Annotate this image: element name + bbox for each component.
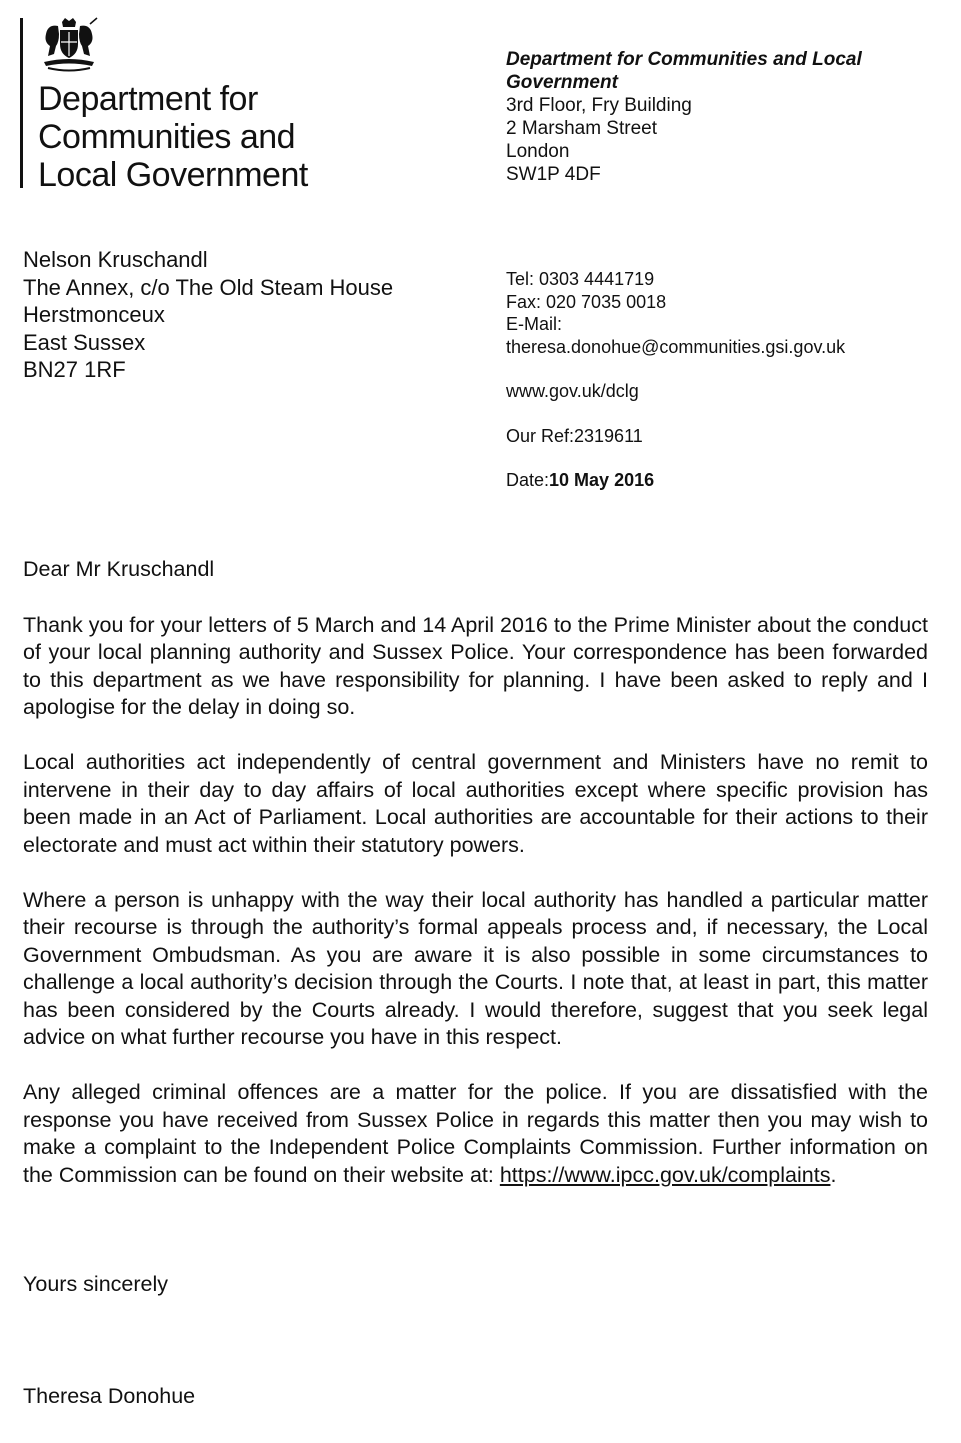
- logo-rule: [20, 18, 23, 188]
- body-paragraph: Thank you for your letters of 5 March and 14 April 2016 to the Prime Minister about the conduct of your local planning authority and Sussex Police. Your correspondence has been forwarded to this department as we have responsibility for planning. I have been asked to reply and I apologise for the delay in doing so.: [23, 612, 928, 719]
- ipcc-complaints-link[interactable]: https://www.ipcc.gov.uk/complaints: [499, 1162, 831, 1187]
- email-label: E-Mail:: [506, 314, 563, 334]
- recipient-line: East Sussex: [23, 329, 146, 355]
- sender-org-line: Government: [506, 72, 618, 93]
- date-label: Date:: [506, 470, 550, 490]
- date-value: 10 May 2016: [549, 470, 655, 490]
- recipient-line: Nelson Kruschandl: [23, 247, 208, 272]
- sender-org-line: Department for Communities and Local: [506, 49, 862, 70]
- closing: Yours sincerely: [23, 1272, 168, 1296]
- salutation: Dear Mr Kruschandl: [23, 557, 215, 581]
- body-paragraph: Where a person is unhappy with the way their local authority has handled a particular matter their recourse is through the authority’s formal appeals process and, if necessary, the Local Government Ombudsman. As you are aware it is also possible in some circumstances to challenge a local authority’s decision through the Courts. I note that, at least in part, this matter has been considered by the Courts already. I would therefore, suggest that you seek legal advice on what further recourse you have in this respect.: [23, 887, 928, 1049]
- sender-address-line: London: [506, 141, 570, 162]
- sender-address: [506, 48, 862, 186]
- link-suffix: .: [830, 1162, 837, 1187]
- contact-details: [506, 268, 845, 492]
- sender-address-line: 2 Marsham Street: [506, 118, 657, 139]
- sender-address-line: SW1P 4DF: [506, 164, 601, 185]
- final-paragraph-text: Any alleged criminal offences are a matter for the police. If you are dissatisfied with the response you have received from Sussex Police in regards this matter then you may wish to make a complaint to the Independent Police Complaints Commission. Further information on the Commission can be found on their website at:: [23, 1080, 928, 1187]
- body-paragraph: Local authorities act independently of central government and Ministers have no remit to intervene in their day to day affairs of local authorities except where specific provision has been made in an Act of Parliament. Local authorities are accountable for their actions to their electorate and must act within their statutory powers.: [23, 750, 928, 857]
- logotype-line: Department for: [38, 80, 258, 118]
- recipient-line: BN27 1RF: [23, 357, 126, 382]
- website: www.gov.uk/dclg: [506, 381, 639, 401]
- email-address: theresa.donohue@communities.gsi.gov.uk: [506, 336, 846, 357]
- recipient-line: Herstmonceux: [23, 302, 165, 327]
- royal-coat-of-arms-icon: [34, 16, 104, 74]
- date: [506, 469, 845, 492]
- body-paragraph: [23, 1079, 928, 1189]
- sender-address-line: 3rd Floor, Fry Building: [506, 95, 692, 116]
- telephone: Tel: 0303 4441719: [506, 269, 655, 289]
- logotype-line: Local Government: [38, 156, 308, 194]
- recipient-address: [23, 246, 393, 384]
- reference: Our Ref:2319611: [506, 425, 643, 446]
- recipient-line: The Annex, c/o The Old Steam House: [23, 274, 394, 300]
- signatory-name: Theresa Donohue: [23, 1384, 196, 1408]
- logotype-line: Communities and: [38, 118, 296, 156]
- letter-body: [23, 556, 928, 1217]
- fax: Fax: 020 7035 0018: [506, 291, 667, 312]
- department-logotype: [38, 80, 308, 194]
